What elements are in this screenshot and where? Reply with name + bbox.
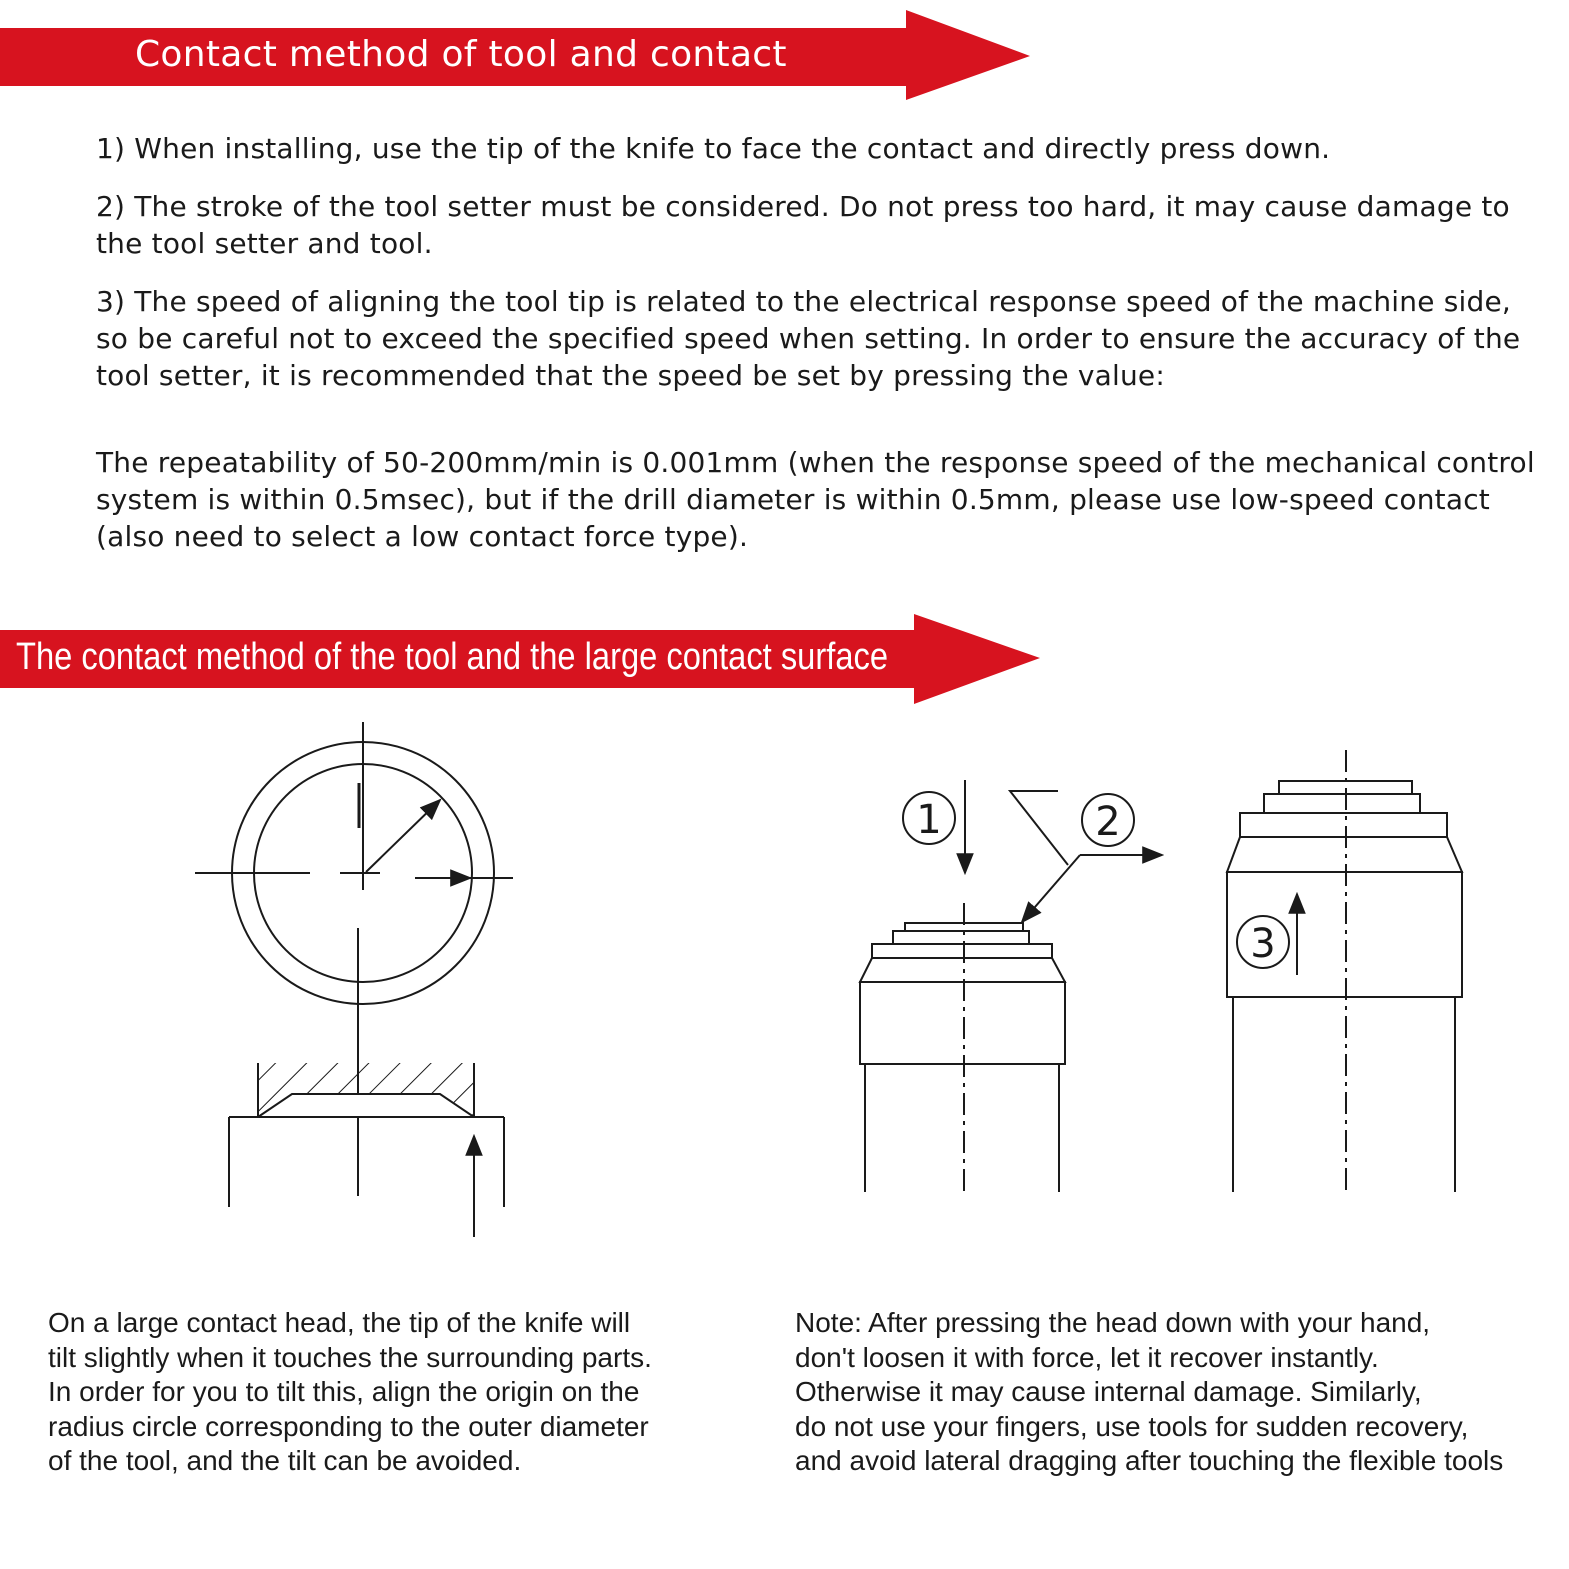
caption-line: In order for you to tilt this, align the origin on the [48,1376,640,1407]
caption-line: of the tool, and the tilt can be avoided. [48,1445,522,1476]
svg-text:1: 1 [916,797,942,843]
svg-text:3: 3 [1250,921,1276,967]
caption-left [48,1306,652,1479]
caption-line: tilt slightly when it touches the surrounding parts. [48,1341,652,1373]
svg-text:2: 2 [1095,799,1121,845]
caption-line: and avoid lateral dragging after touching the flexible tools [795,1445,1504,1476]
circled-number-2 [1082,794,1134,846]
caption-right-note [795,1306,1503,1479]
caption-line: Otherwise it may cause internal damage. Similarly, [795,1376,1422,1407]
instruction-item-4: The repeatability of 50-200mm/min is 0.001mm (when the response speed of the mechanical control system is within 0.5msec), but if the drill diameter is within 0.5mm, please use low-speed contact (also need to select a low contact force type). [96,446,1535,553]
banner-title: The contact method of the tool and the large contact surface [16,636,889,678]
instruction-item-1: 1) When installing, use the tip of the knife to face the contact and directly press down. [96,132,1331,165]
circled-number-3 [1237,916,1289,968]
caption-line: On a large contact head, the tip of the knife will [48,1307,631,1338]
tool-setter-pressed [1227,750,1462,1192]
caption-line: do not use your fingers, use tools for sudden recovery, [795,1410,1469,1442]
contact-head-profile [258,1094,474,1117]
caption-line: Note: After pressing the head down with your hand, [795,1307,1431,1338]
large-contact-head-diagram [195,722,513,1237]
caption-line: don't loosen it with force, let it recover instantly. [795,1341,1379,1373]
instruction-item-2: 2) The stroke of the tool setter must be considered. Do not press too hard, it may cause damage to the tool setter and tool. [96,190,1510,260]
circled-number-1 [903,792,955,844]
caption-line: radius circle corresponding to the outer diameter [48,1410,649,1442]
tool-tip-outline [1010,791,1068,865]
banner-title: Contact method of tool and contact [135,34,787,75]
instruction-item-3: 3) The speed of aligning the tool tip is related to the electrical response speed of the machine side, so be careful not to exceed the specified speed when setting. In order to ensure the accuracy of the tool setter, it is recommended that the speed be set by pressing the value: [96,285,1521,392]
radius-arrow-diagonal [366,800,440,872]
diagonal-contact-arrow [1022,855,1080,922]
